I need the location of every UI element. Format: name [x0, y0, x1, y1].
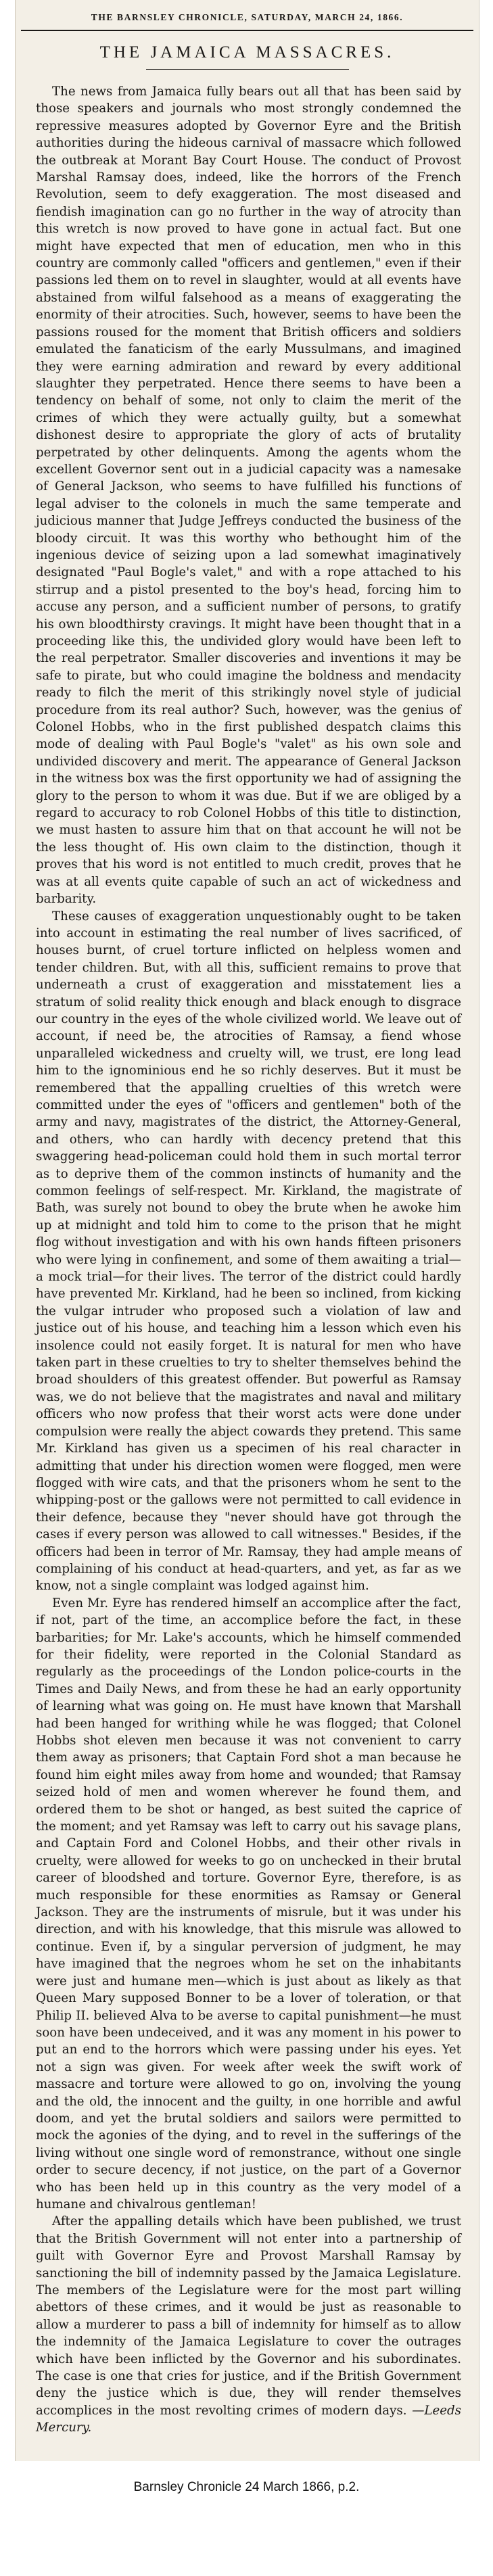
- newspaper-clipping: [15, 0, 479, 2461]
- newspaper-masthead: THE BARNSLEY CHRONICLE, SATURDAY, MARCH 24, 1866.: [21, 0, 473, 31]
- article-header: [16, 31, 479, 83]
- article-body: [36, 83, 461, 2437]
- article-paragraph-3: Even Mr. Eyre has rendered himself an accomplice after the fact, if not, part of the time, an accomplice before the fact, in these barbarities; for Mr. Lake's accounts, which he himself commended for their fidelity, were reported in the Colonial Standard as regularly as the proceedings of the London police-courts in the Times and Daily News, and from these he had an early opportunity of learning what was going on. He must have known that Marshall had been hanged for writhing while he was flogged; that Colonel Hobbs shot eleven men because it was not convenient to carry them away as prisoners; that Captain Ford shot a man because he found him eight miles away from home and wounded; that Ramsay seized hold of men and women wherever he found them, and ordered them to be shot or hanged, as best suited the caprice of the moment; and yet Ramsay was left to carry out his savage plans, and Captain Ford and Colonel Hobbs, and their other rivals in cruelty, were allowed for weeks to go on unchecked in their brutal career of bloodshed and torture. Governor Eyre, therefore, is as much responsible for these enormities as Ramsay or General Jackson. They are the instruments of misrule, but it was under his direction, and with his knowledge, that this misrule was allowed to continue. Even if, by a singular perversion of judgment, he may have imagined that the negroes whom he set on the inhabitants were just and humane men—which is just about as likely as that Queen Mary supposed Bonner to be a lover of toleration, or that Philip II. believed Alva to be averse to capital punishment—he must soon have been undeceived, and it was any moment in his power to put an end to the horrors which were passing under his eyes. Yet not a sign was given. For week after week the swift work of massacre and torture were allowed to go on, involving the young and the old, the innocent and the guilty, in one horrible and awful doom, and yet the brutal soldiers and sailors were permitted to mock the agonies of the dying, and to revel in the sufferings of the living without one single word of remonstrance, without one single order to secure decency, if not justice, on the part of a Governor who has been held up in this country as the very model of a humane and chivalrous gentleman!: [36, 1596, 461, 2212]
- article-signature: —Leeds Mercury.: [36, 2403, 461, 2435]
- title-rule: [146, 69, 349, 70]
- article-paragraph-2: These causes of exaggeration unquestionably ought to be taken into account in estimating the real number of lives sacrificed, of houses burnt, of cruel torture inflicted on helpless women and tender children. But, with all this, sufficient remains to prove that underneath a crust of exaggeration and misstatement lies a stratum of solid reality thick enough and black enough to disgrace our country in the eyes of the whole civilized world. We leave out of account, if need be, the atrocities of Ramsay, a fiend whose unparalleled wickedness and cruelty will, we trust, ere long lead him to the ignominious end he so richly deserves. But it must be remembered that the appalling cruelties of this wretch were committed under the eyes of "officers and gentlemen" both of the army and navy, magistrates of the district, the Attorney-General, and others, who can hardly with decency pretend that this swaggering head-policeman could hold them in such mortal terror as to deprive them of the common instincts of humanity and the common feelings of self-respect. Mr. Kirkland, the magistrate of Bath, was surely not bound to obey the brute when he awoke him up at midnight and told him to come to the prison that he might flog without investigation and with his own hands fifteen prisoners who were lying in confinement, and some of them awaiting a trial—a mock trial—for their lives. The terror of the district could hardly have prevented Mr. Kirkland, had he been so inclined, from kicking the vulgar intruder who proposed such a violation of law and justice out of his house, and teaching him a lesson which even his insolence could not easily forget. It is natural for men who have taken part in these cruelties to try to shelter themselves behind the broad shoulders of this greatest offender. But powerful as Ramsay was, we do not believe that the magistrates and naval and military officers who now profess that their worst acts were done under compulsion were really the abject cowards they pretend. This same Mr. Kirkland has given us a specimen of his real character in admitting that under his direction women were flogged, men were flogged with wire cats, and that the prisoners whom he sent to the whipping-post or the gallows were not permitted to call evidence in their defence, because they "never should have got through the cases if every person was allowed to call witnesses." Besides, if the officers had been in terror of Mr. Ramsay, they had ample means of complaining of his conduct at head-quarters, and yet, as far as we know, not a single complaint was lodged against him.: [36, 909, 461, 1594]
- article-paragraph-4-text: After the appalling details which have been published, we trust that the British Government will not enter into a partnership of guilt with Governor Eyre and Provost Marshall Ramsay by sanctioning the bill of indemnity passed by the Jamaica Legislature. The members of the Legislature were for the most part willing abettors of these crimes, and it would be just as reasonable to allow a murderer to pass a bill of indemnity for himself as to allow the indemnity of the Jamaica Legislature to cover the outrages which have been inflicted by the Governor and his subordinates. The case is one that cries for justice, and if the British Government deny the justice which is due, they will render themselves accomplices in the most revolting crimes of modern days.: [36, 2214, 461, 2418]
- article-paragraph-4: [36, 2213, 461, 2436]
- article-title: THE JAMAICA MASSACRES.: [99, 43, 395, 62]
- image-caption: Barnsley Chronicle 24 March 1866, p.2.: [133, 2480, 360, 2494]
- article-paragraph-1: The news from Jamaica fully bears out all that has been said by those speakers and journals who most strongly condemned the repressive measures adopted by Governor Eyre and the British authorities during the hideous carnival of massacre which followed the outbreak at Morant Bay Court House. The conduct of Provost Marshal Ramsay does, indeed, like the horrors of the French Revolution, seem to defy exaggeration. The most diseased and fiendish imagination can go no further in the way of atrocity than this wretch is now proved to have gone in actual fact. But one might have expected that men of education, men who in this country are commonly called "officers and gentlemen," even if their passions led them on to revel in slaughter, would at all events have abstained from wilful falsehood as a means of exaggerating the enormity of their atrocities. Such, however, seems to have been the passions roused for the moment that British officers and soldiers emulated the fanaticism of the early Mussulmans, and imagined they were earning admiration and reward by every additional slaughter they perpetrated. Hence there seems to have been a tendency on behalf of some, not only to claim the merit of the crimes of which they were actually guilty, but a somewhat dishonest desire to appropriate the glory of acts of brutality perpetrated by other delinquents. Among the agents whom the excellent Governor sent out in a judicial capacity was a namesake of General Jackson, who seems to have fulfilled his functions of legal adviser to the colonels in much the same temperate and judicious manner that Judge Jeffreys conducted the business of the bloody circuit. It was this worthy who bethought him of the ingenious device of seizing upon a lad somewhat imaginatively designated "Paul Bogle's valet," and with a rope attached to his stirrup and a pistol presented to the boy's head, forcing him to accuse any person, and a sufficient number of persons, to gratify his own bloodthirsty cravings. It might have been thought that in a proceeding like this, the undivided glory would have been left to the real perpetrator. Smaller discoveries and inventions it may be safe to pirate, but who could imagine the boldness and mendacity ready to filch the merit of this strikingly novel style of judicial procedure from its real author? Such, however, was the genius of Colonel Hobbs, who in the first published despatch claims this mode of dealing with Paul Bogle's "valet" as his own sole and undivided discovery and merit. The appearance of General Jackson in the witness box was the first opportunity we had of assigning the glory to the person to whom it was due. But if we are obliged by a regard to accuracy to rob Colonel Hobbs of this title to distinction, we must hasten to assure him that on that account he will not be the less thought of. His own claim to the distinction, though it proves that his word is not entitled to much credit, proves that he was at all events quite capable of such an act of wickedness and barbarity.: [36, 85, 461, 907]
